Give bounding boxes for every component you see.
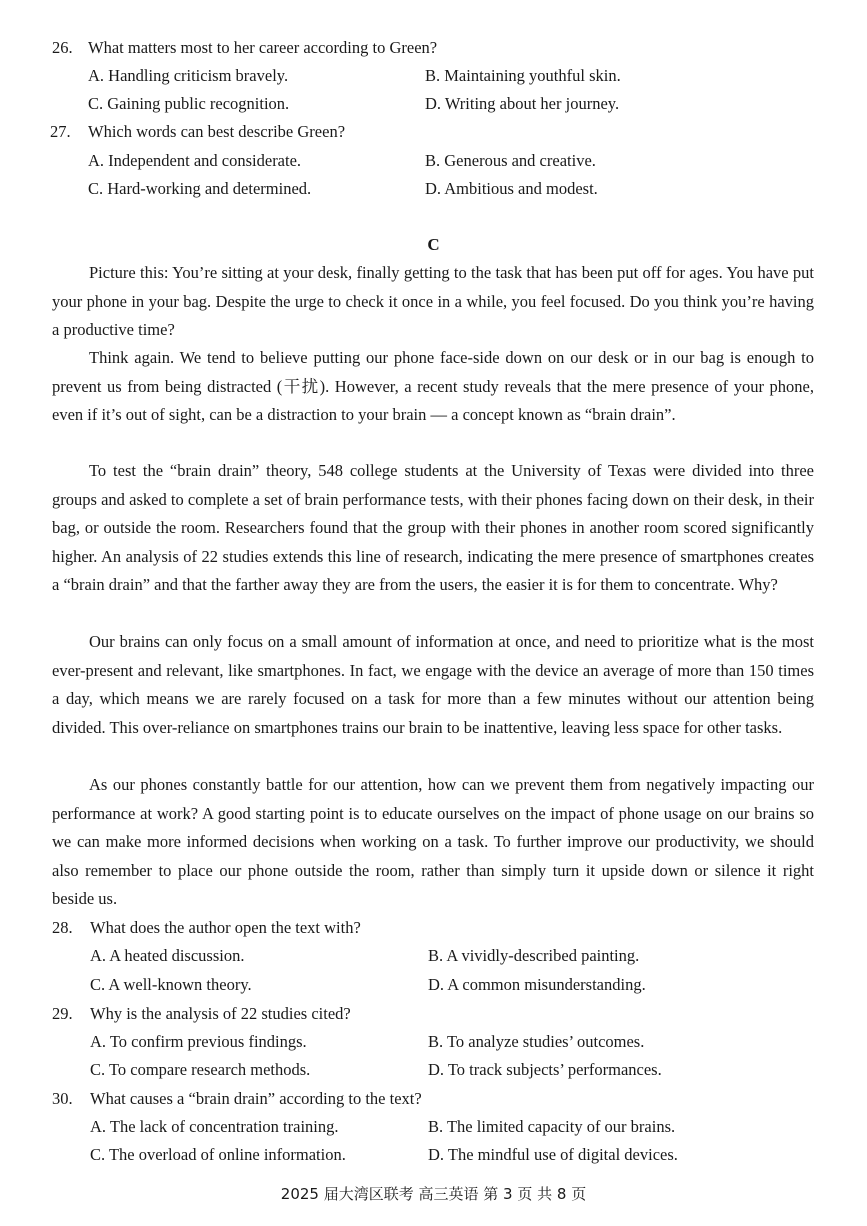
question-number: 27. [50, 122, 71, 141]
question-stem: What causes a “brain drain” according to the text? [90, 1089, 422, 1108]
paragraph-5: As our phones constantly battle for our attention, how can we prevent them from negatively impacting our performance at work? A good starting point is to educate ourselves on the impact of phone usage on our brains so we can make more informed decisions when working on a task. To further improve our productivity, we should also remember to place our phone outside the room, rather than simply turn it upside down or silence it right beside us. [52, 775, 814, 908]
option-b: B. Generous and creative. [425, 151, 596, 170]
option-d: D. A common misunderstanding. [428, 975, 646, 994]
option-a: A. Handling criticism bravely. [88, 66, 289, 85]
option-c: C. The overload of online information. [90, 1145, 346, 1164]
option-d: D. The mindful use of digital devices. [428, 1145, 678, 1164]
paragraph-2: Think again. We tend to believe putting our phone face-side down on our desk or in our bag is enough to prevent us from being distracted (干扰). However, a recent study reveals that the mere presence of your phone, even if it’s out of sight, can be a distraction to your brain — a concept known as “brain drain”. [52, 348, 814, 424]
question-number: 26. [52, 38, 73, 57]
section-title: C [427, 235, 440, 254]
option-c: C. To compare research methods. [90, 1060, 311, 1079]
option-d: D. Ambitious and modest. [425, 179, 598, 198]
question-stem: What does the author open the text with? [90, 918, 361, 937]
option-a: A. A heated discussion. [90, 946, 245, 965]
option-b: B. The limited capacity of our brains. [428, 1117, 676, 1136]
option-b: B. A vividly-described painting. [428, 946, 640, 965]
paragraph-3: To test the “brain drain” theory, 548 college students at the University of Texas were divided into three groups and asked to complete a set of brain performance tests, with their phones facing down on their desk, in their bag, or outside the room. Researchers found that the group with their phones in another room scored significantly higher. An analysis of 22 studies extends this line of research, indicating the mere presence of smartphones creates a “brain drain” and that the farther away they are from the users, the easier it is for them to concentrate. Why? [52, 461, 814, 594]
option-d: D. To track subjects’ performances. [428, 1060, 662, 1079]
option-c: C. A well-known theory. [90, 975, 252, 994]
option-d: D. Writing about her journey. [425, 94, 620, 113]
option-c: C. Gaining public recognition. [88, 94, 290, 113]
question-number: 29. [52, 1004, 73, 1023]
option-a: A. Independent and considerate. [88, 151, 302, 170]
paragraph-4: Our brains can only focus on a small amount of information at once, and need to prioritize what is the most ever-present and relevant, like smartphones. In fact, we engage with the device an average of more than 150 times a day, which means we are rarely focused on a task for more than a few minutes without our attention being divided. This over-reliance on smartphones trains our brain to be inattentive, leaving less space for other tasks. [52, 632, 814, 737]
question-stem: What matters most to her career according to Green? [88, 38, 438, 57]
question-number: 28. [52, 918, 73, 937]
page-footer: 2025 届大湾区联考 高三英语 第 3 页 共 8 页 [280, 1185, 587, 1203]
question-stem: Which words can best describe Green? [88, 122, 346, 141]
option-a: A. The lack of concentration training. [90, 1117, 339, 1136]
option-c: C. Hard-working and determined. [88, 179, 312, 198]
question-stem: Why is the analysis of 22 studies cited? [90, 1004, 351, 1023]
option-b: B. To analyze studies’ outcomes. [428, 1032, 645, 1051]
question-number: 30. [52, 1089, 73, 1108]
paragraph-1: Picture this: You’re sitting at your desk, finally getting to the task that has been put off for ages. You have put your phone in your bag. Despite the urge to check it once in a while, you feel focused. Do you think you’re having a productive time? [52, 263, 814, 339]
option-a: A. To confirm previous findings. [90, 1032, 307, 1051]
option-b: B. Maintaining youthful skin. [425, 66, 621, 85]
